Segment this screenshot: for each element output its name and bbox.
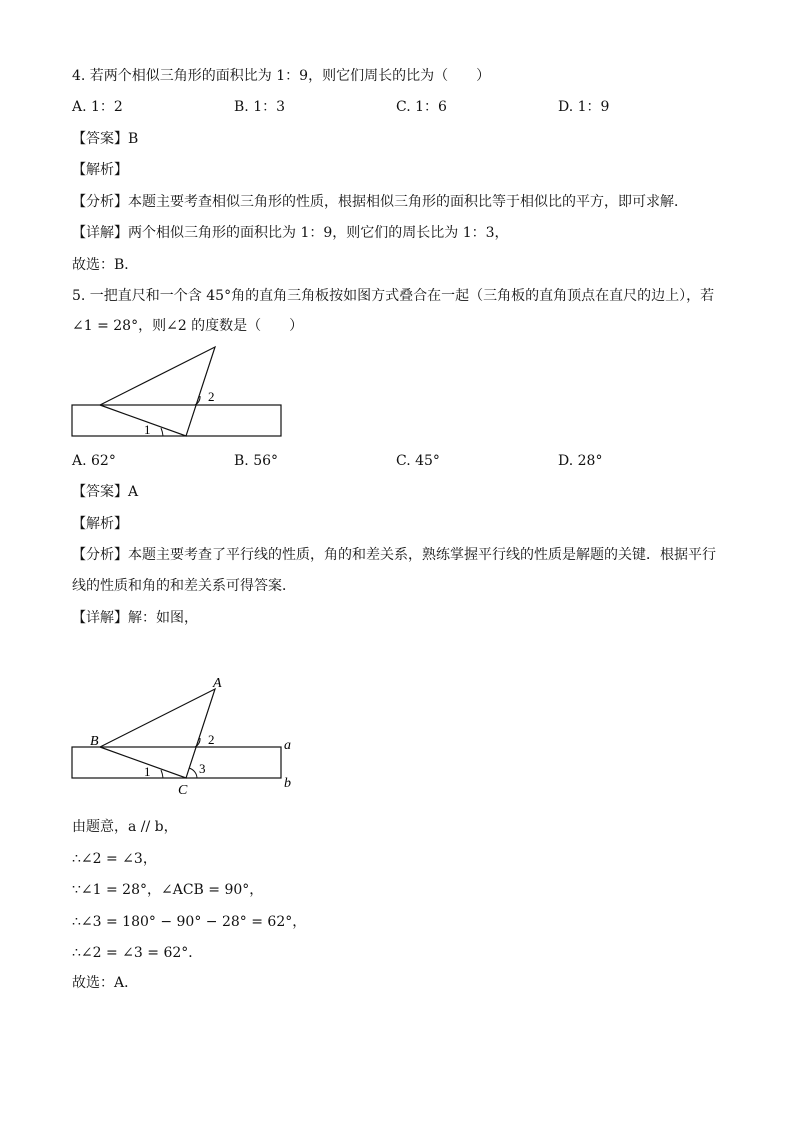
angle-3-arc [189, 768, 197, 778]
line-b-label: b [284, 776, 291, 791]
q5-option-d: D. 28° [558, 453, 603, 469]
line-a-label: a [284, 738, 291, 753]
q5-solution-line-4: ∴∠3 = 180° − 90° − 28° = 62°， [72, 914, 307, 930]
triangle [100, 689, 215, 778]
q4-analysis-title: 【解析】 [72, 162, 128, 178]
q5-solution-line-5: ∴∠2 = ∠3 = 62°． [72, 945, 203, 961]
q5-figure-1 [60, 340, 300, 445]
q5-option-a: A. 62° [72, 453, 116, 469]
q5-solution-line-3: ∵∠1 = 28°，∠ACB = 90°， [72, 882, 264, 898]
angle-1-label: 1 [144, 764, 151, 779]
angle-1-label: 1 [144, 422, 151, 437]
q5-xiangjie: 【详解】解：如图， [72, 610, 198, 626]
q4-conclusion: 故选：B． [72, 257, 139, 273]
point-c-label: C [178, 783, 188, 798]
q5-stem-line2: ∠1 = 28°，则∠2 的度数是（ ） [72, 318, 304, 334]
angle-2-label: 2 [208, 732, 215, 747]
q4-option-d: D. 1：9 [558, 99, 610, 115]
angle-1-arc [161, 770, 163, 778]
ruler [72, 747, 281, 778]
q5-solution-line-2: ∴∠2 = ∠3， [72, 851, 157, 867]
ruler [72, 405, 281, 436]
q4-answer: 【答案】B [72, 131, 139, 147]
q5-answer: 【答案】A [72, 484, 139, 500]
q5-figure-2 [60, 668, 310, 798]
triangle [100, 347, 215, 436]
q5-conclusion: 故选：A． [72, 975, 139, 991]
q4-xiangjie: 【详解】两个相似三角形的面积比为 1：9，则它们的周长比为 1：3， [72, 225, 509, 241]
angle-2-label: 2 [208, 389, 215, 404]
angle-3-label: 3 [199, 761, 206, 776]
q5-analysis-title: 【解析】 [72, 516, 128, 532]
q5-stem-line1: 5. 一把直尺和一个含 45°角的直角三角板按如图方式叠合在一起（三角板的直角顶点在直尺的边上），若 [72, 288, 715, 304]
angle-1-arc [161, 428, 163, 436]
q5-option-c: C. 45° [396, 453, 440, 469]
q4-option-b: B. 1：3 [234, 99, 286, 115]
q4-stem: 4. 若两个相似三角形的面积比为 1：9，则它们周长的比为（ ） [72, 68, 491, 84]
q5-solution-line-1: 由题意，a // b， [72, 819, 178, 835]
q4-fenxi: 【分析】本题主要考查相似三角形的性质，根据相似三角形的面积比等于相似比的平方，即可求解． [72, 194, 688, 210]
point-b-label: B [90, 734, 99, 749]
q5-option-b: B. 56° [234, 453, 279, 469]
q5-fenxi-line2: 线的性质和角的和差关系可得答案． [72, 578, 296, 594]
q4-option-a: A. 1：2 [72, 99, 123, 115]
point-a-label: A [213, 676, 222, 691]
q4-option-c: C. 1：6 [396, 99, 447, 115]
q5-fenxi-line1: 【分析】本题主要考查了平行线的性质，角的和差关系，熟练掌握平行线的性质是解题的关键．根据平行 [72, 547, 716, 563]
